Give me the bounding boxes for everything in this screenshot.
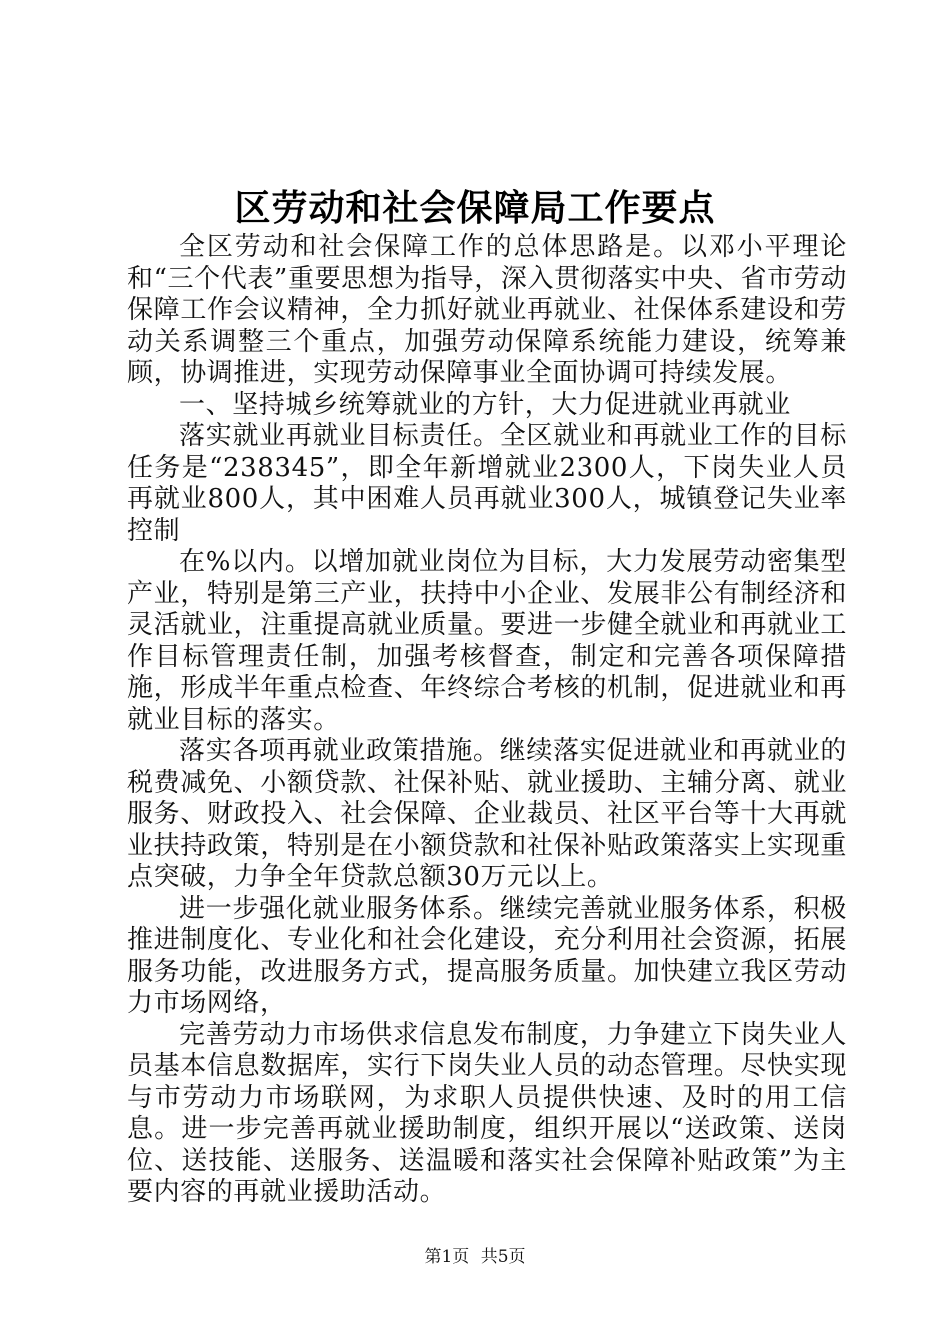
section-heading-employment: 一、坚持城乡统筹就业的方针，大力促进就业再就业 <box>179 389 791 420</box>
page-number: 第1页 <box>424 1247 470 1267</box>
page-footer <box>0 1242 950 1267</box>
paragraph-labor-market-info: 完善劳动力市场供求信息发布制度，力争建立下岗失业人员基本信息数据库，实行下岗失业人员的动态管理。尽快实现与市劳动力市场联网，为求职人员提供快速、及时的用工信息。进一步完善再就业援助制度，组织开展以“送政策、送岗位、送技能、送服务、送温暖和落实社会保障补贴政策”为主要内容的再就业援助活动。 <box>127 1019 847 1207</box>
document-title: 区劳动和社会保障局工作要点 <box>234 187 716 229</box>
paragraph-employment-targets: 落实就业再就业目标责任。全区就业和再就业工作的目标任务是“238345”，即全年新增就业2300人，下岗失业人员再就业800人，其中困难人员再就业300人，城镇登记失业率控制 <box>127 421 847 546</box>
paragraph-overview: 全区劳动和社会保障工作的总体思路是。以邓小平理论和“三个代表”重要思想为指导，深入贯彻落实中央、省市劳动保障工作会议精神，全力抓好就业再就业、社保体系建设和劳动关系调整三个重点，加强劳动保障系统能力建设，统筹兼顾，协调推进，实现劳动保障事业全面协调可持续发展。 <box>127 232 847 388</box>
paragraph-reemployment-policies: 落实各项再就业政策措施。继续落实促进就业和再就业的税费减免、小额贷款、社保补贴、就业援助、主辅分离、就业服务、财政投入、社会保障、企业裁员、社区平台等十大再就业扶持政策，特别是在小额贷款和社保补贴政策落实上实现重点突破，力争全年贷款总额30万元以上。 <box>127 736 847 892</box>
page-total: 共5页 <box>480 1247 526 1267</box>
paragraph-employment-goals: 在%以内。以增加就业岗位为目标，大力发展劳动密集型产业，特别是第三产业，扶持中小企业、发展非公有制经济和灵活就业，注重提高就业质量。要进一步健全就业和再就业工作目标管理责任制，加强考核督查，制定和完善各项保障措施，形成半年重点检查、年终综合考核的机制，促进就业和再就业目标的落实。 <box>127 547 847 735</box>
document-body <box>127 232 847 1209</box>
paragraph-employment-services: 进一步强化就业服务体系。继续完善就业服务体系，积极推进制度化、专业化和社会化建设，充分利用社会资源，拓展服务功能，改进服务方式，提高服务质量。加快建立我区劳动力市场网络， <box>127 893 847 1018</box>
